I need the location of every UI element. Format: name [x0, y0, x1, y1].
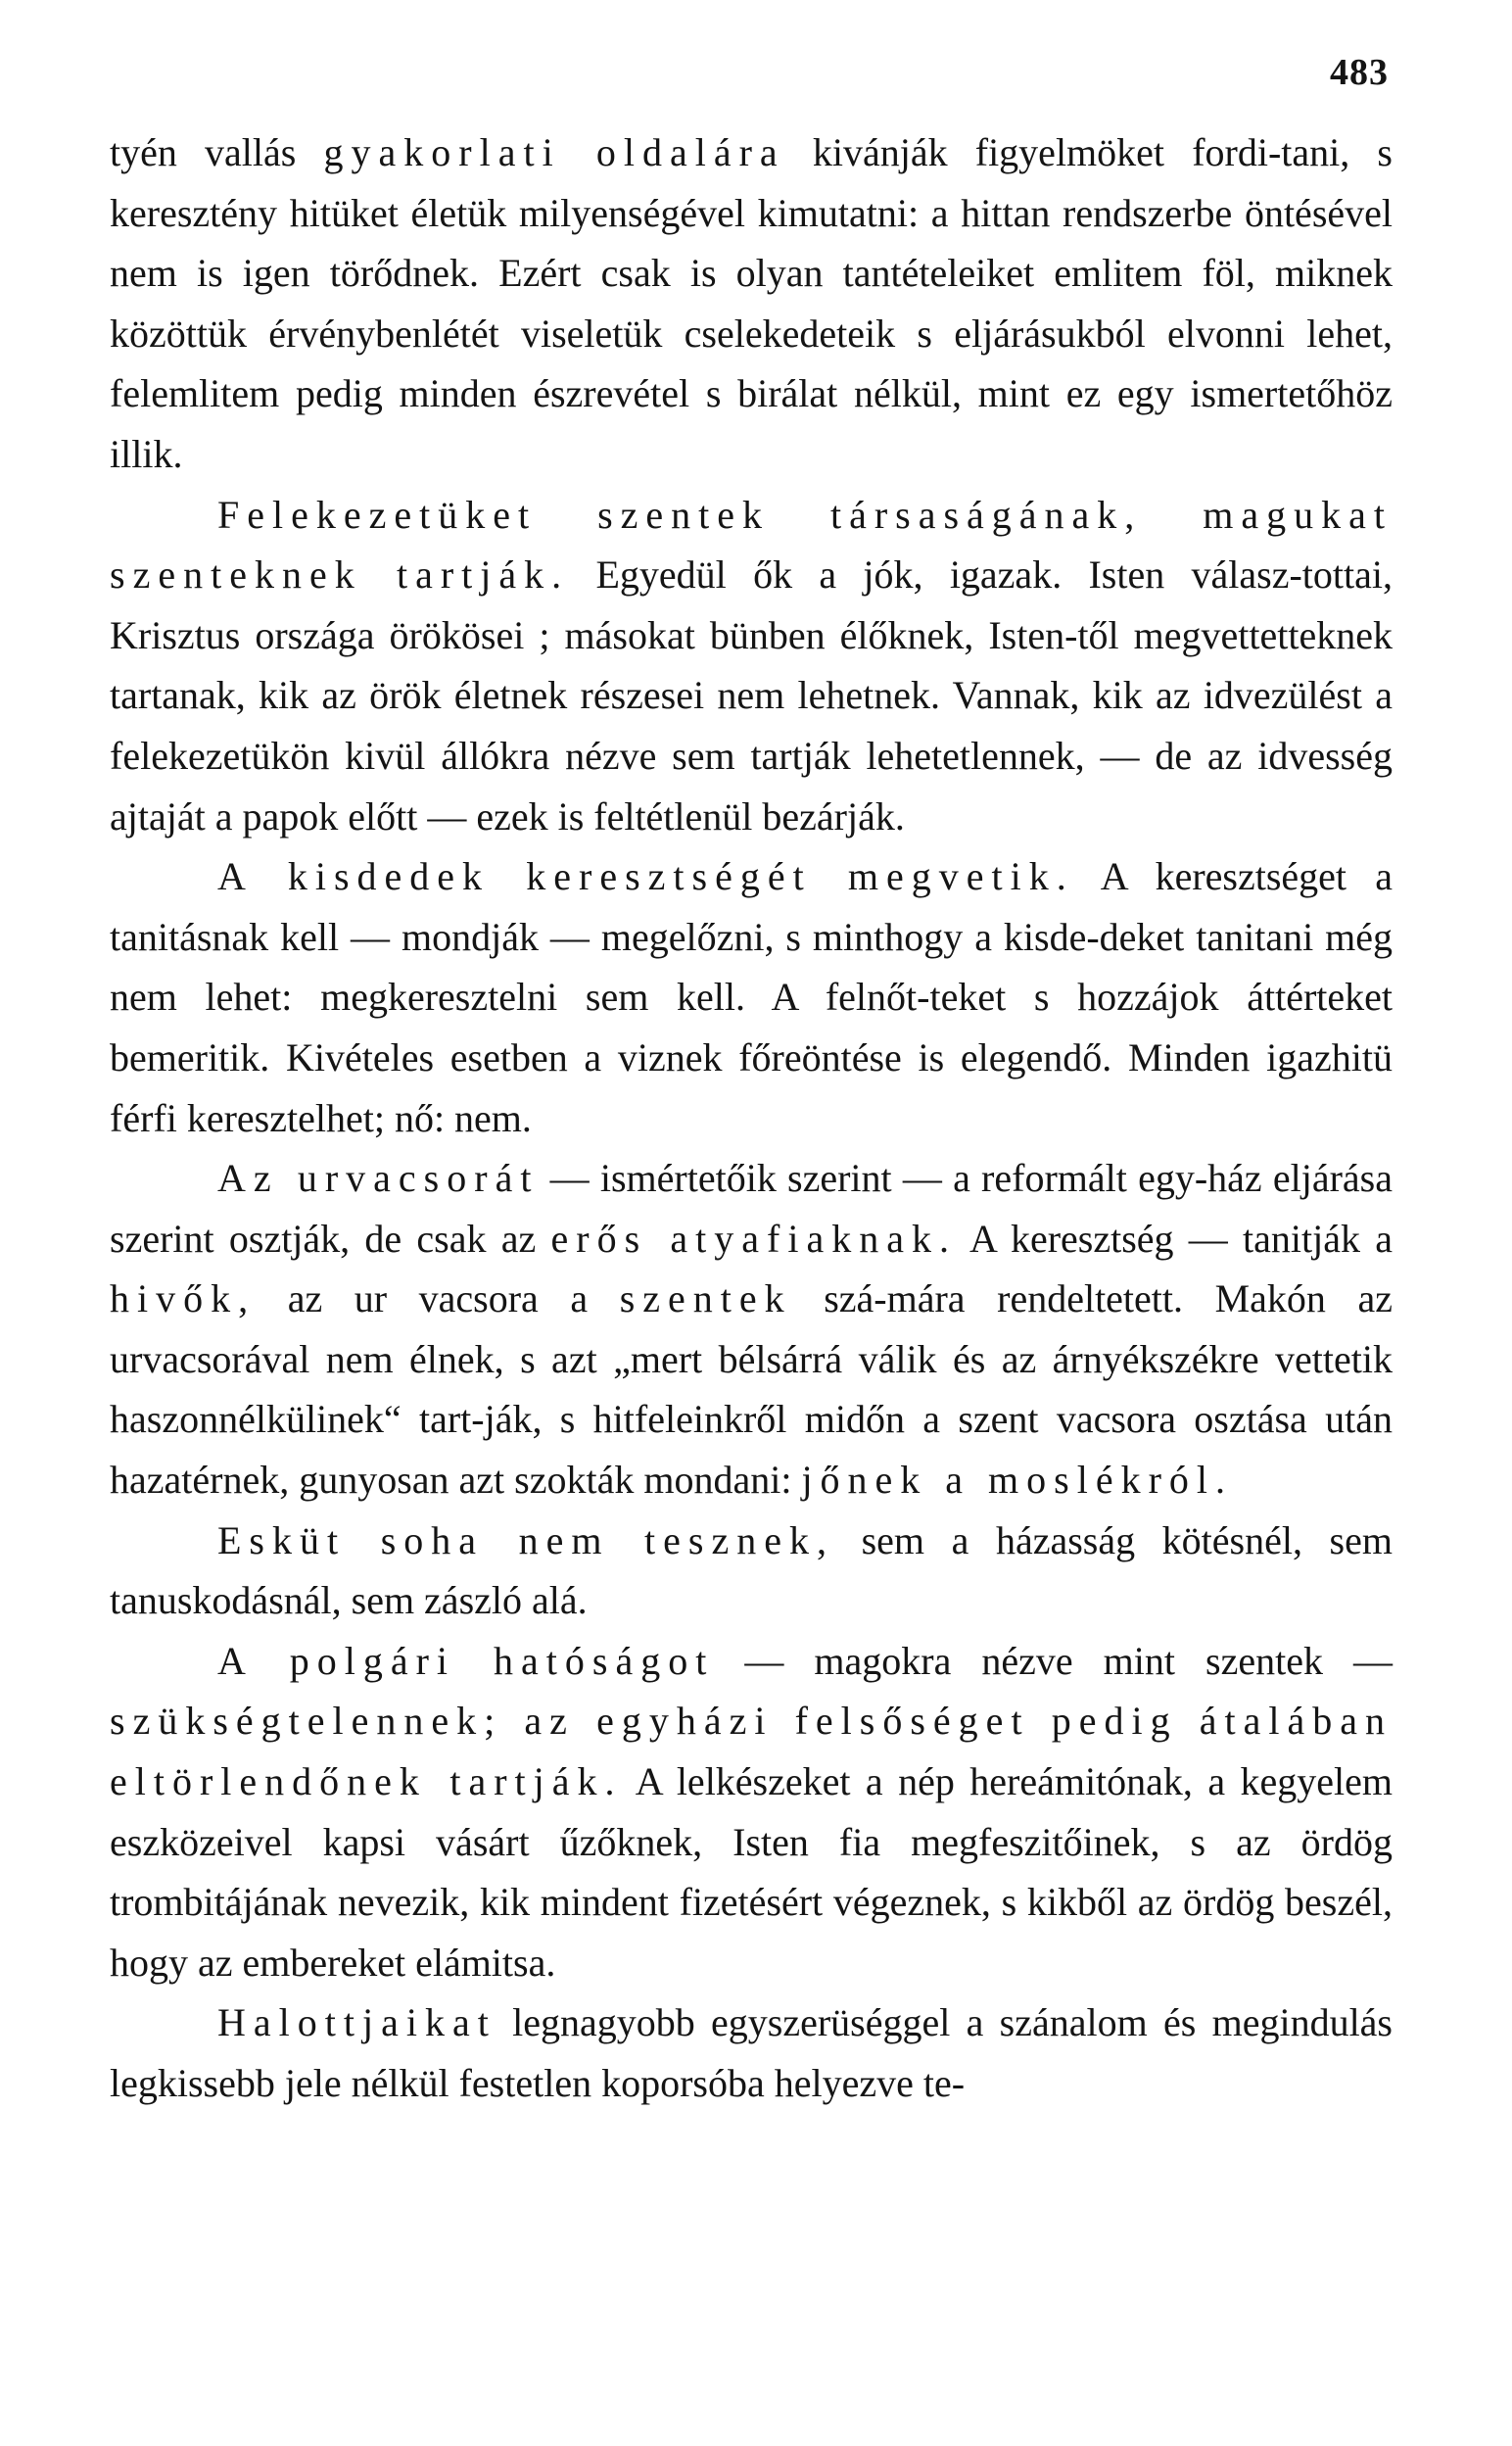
paragraph-1 — [110, 122, 1393, 485]
paragraph-4 — [110, 1148, 1393, 1511]
spaced-text-segment: szentek — [619, 1276, 792, 1321]
spaced-text-segment: erős atyafiaknak. — [550, 1216, 957, 1261]
spaced-text-segment: Halottjaikat — [217, 2000, 496, 2045]
body-text — [110, 122, 1393, 2114]
spaced-text-segment: Felekezetüket szentek társaságának, magukat szenteknek tartják. — [110, 492, 1393, 598]
spaced-text-segment: szükségtelennek; az egyházi felsőséget pedig átalában eltörlendőnek tartják. — [110, 1699, 1393, 1804]
text-segment: tyén vallás — [110, 130, 324, 174]
text-segment: szá-mára rendeltetett. Makón az urvacsorával nem élnek, s azt „mert bélsárrá válik és az árnyékszékre vettetik haszonnélkülinek“ tart-ják, s hitfeleinkről midőn a szent vacsora osztása után hazatérnek, gunyosan azt szokták mondani: — [110, 1276, 1393, 1503]
text-segment: legnagyobb egyszerüséggel a szánalom és megindulás legkissebb jele nélkül festetlen koporsóba helyezve te- — [110, 2000, 1393, 2105]
spaced-text-segment: Az urvacsorát — [217, 1156, 540, 1201]
text-segment: — ismértetőik szerint — a reformált egy-ház eljárása szerint osztják, de csak az — [110, 1156, 1393, 1261]
spaced-text-segment: jőnek a moslékról. — [801, 1458, 1234, 1503]
spaced-text-segment: gyakorlati oldalára — [323, 130, 785, 174]
text-segment: Egyedül ők a jók, igazak. Isten válasz-tottai, Krisztus országa örökösei ; másokat bünben élőknek, Isten-től megvettetteknek tartanak, kik az örök életnek részesei nem lehetnek. Vannak, kik az idvezülést a felekezetükön kivül állókra nézve sem tartják lehetetlennek, — de az idvesség ajtaját a papok előtt — ezek is feltétlenül bezárják. — [110, 552, 1394, 839]
spaced-text-segment: hivők, — [110, 1276, 257, 1321]
paragraph-3 — [110, 846, 1393, 1148]
text-segment: A keresztség — tanitják a — [956, 1216, 1393, 1261]
spaced-text-segment: Esküt soha nem tesznek, — [217, 1517, 834, 1562]
text-segment: az ur vacsora a — [256, 1276, 620, 1321]
text-segment: kivánják figyelmöket fordi-tani, s keresztény hitüket életük milyenségével kimutatni: a hittan rendszerbe öntésével nem is igen törődnek. Ezért csak is olyan tantételeiket emlitem föl, miknek közöttük érvénybenlétét viseletük cselekedeteik s eljárásukból elvonni lehet, felemlitem pedig minden észrevétel s birálat nélkül, mint ez egy ismertetőhöz illik. — [110, 130, 1393, 476]
text-segment: — magokra nézve mint szentek — — [714, 1638, 1394, 1683]
paragraph-5 — [110, 1511, 1393, 1631]
page-number: 483 — [1330, 52, 1389, 93]
paragraph-2 — [110, 485, 1393, 847]
spaced-text-segment: A polgári hatóságot — [217, 1638, 715, 1683]
text-segment: A lelkészeket a nép hereámitónak, a kegyelem eszközeivel kapsi vásárt űzőknek, Isten fia megfeszitőinek, s az ördög trombitájának nevezik, kik mindent fizetésért végeznek, s kikből az ördög beszél, hogy az embereket elámitsa. — [110, 1759, 1394, 1985]
paragraph-7 — [110, 1992, 1393, 2113]
spaced-text-segment: A kisdedek keresztségét megvetik. — [217, 854, 1074, 899]
paragraph-6 — [110, 1631, 1393, 1993]
text-segment: sem a házasság kötésnél, sem tanuskodásnál, sem zászló alá. — [110, 1517, 1393, 1623]
text-segment: A keresztséget a tanitásnak kell — mondják — megelőzni, s minthogy a kisde-deket tanitani még nem lehet: megkeresztelni sem kell. A felnőt-teket s hozzájok áttérteket bemeritik. Kivételes esetben a viznek főreöntése is elegendő. Minden igazhitü férfi keresztelhet; nő: nem. — [110, 854, 1393, 1140]
